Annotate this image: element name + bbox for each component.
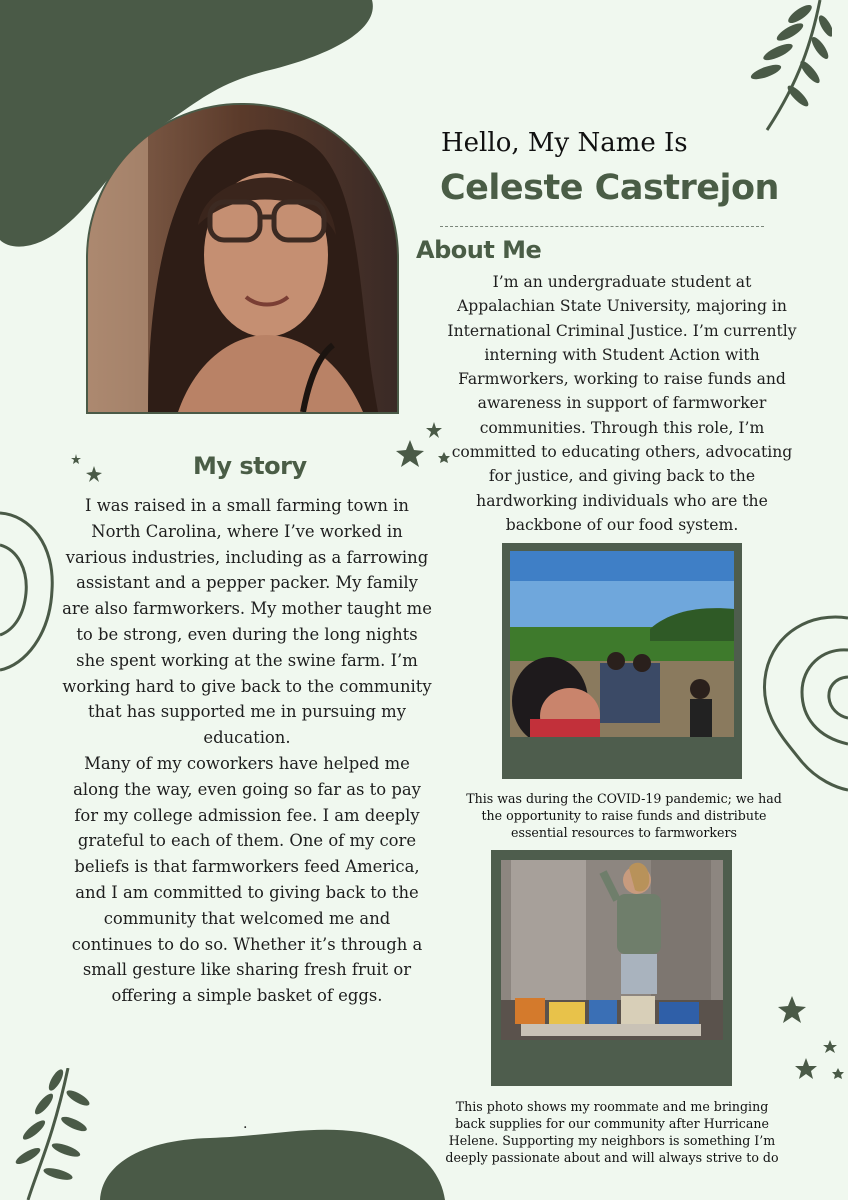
photo-caption: This photo shows my roommate and me bringing back supplies for our community after Hurricane Helene. Supporting my neighbors is something I’m deeply passionate about and will always strive to do: [445, 1099, 779, 1165]
portrait-photo: [86, 103, 399, 414]
field-photo-frame: [502, 543, 742, 779]
story-paragraph: Many of my coworkers have helped me along the way, even going so far as to pay for my college admission fee. I am deeply grateful to each of them. One of my core beliefs is that farmworkers feed America, and I am committed to giving back to the community that welcomed me and continues to do so. Whether it’s through a small gesture like sharing fresh fruit or offering a simple basket of eggs.: [71, 753, 423, 1006]
story-text: [62, 493, 432, 1009]
divider: [440, 226, 764, 227]
field-photo: [510, 551, 734, 737]
story-paragraph: I was raised in a small farming town in North Carolina, where I’ve worked in various industries, including as a farrowing assistant and a pepper packer. My family are also farmworkers. My mother taught me to be strong, even during the long nights she spent working at the swine farm. I’m working hard to give back to the community that has supported me in pursuing my education.: [62, 496, 432, 748]
elevator-supplies-photo: [501, 860, 723, 1040]
bottom-blob: [100, 1120, 450, 1200]
left-rings-decoration: [0, 505, 60, 675]
star-icon: [68, 452, 104, 484]
star-icon: [774, 994, 848, 1090]
about-text: I’m an undergraduate student at Appalachian State University, majoring in International Criminal Justice. I’m currently interning with Student Action with Farmworkers, working to raise funds and awareness in support of farmworker communities. Through this role, I’m committed to educating others, advocating for justice, and giving back to the hardworking individuals who are the backbone of our food system.: [447, 273, 797, 534]
photo-caption: This was during the COVID-19 pandemic; we had the opportunity to raise funds and distribute essential resources to farmworkers: [466, 791, 782, 840]
trailing-dot: .: [243, 1116, 248, 1132]
right-rings-decoration: [762, 612, 848, 792]
leaf-branch-icon: [8, 1068, 108, 1200]
star-icon: [392, 420, 454, 472]
person-name: Celeste Castrejon: [440, 168, 779, 208]
story-heading: My story: [193, 452, 307, 480]
leaf-branch-icon: [722, 0, 832, 135]
supplies-photo-frame: [491, 850, 732, 1086]
greeting-text: Hello, My Name Is: [441, 128, 688, 158]
about-heading: About Me: [416, 236, 542, 264]
